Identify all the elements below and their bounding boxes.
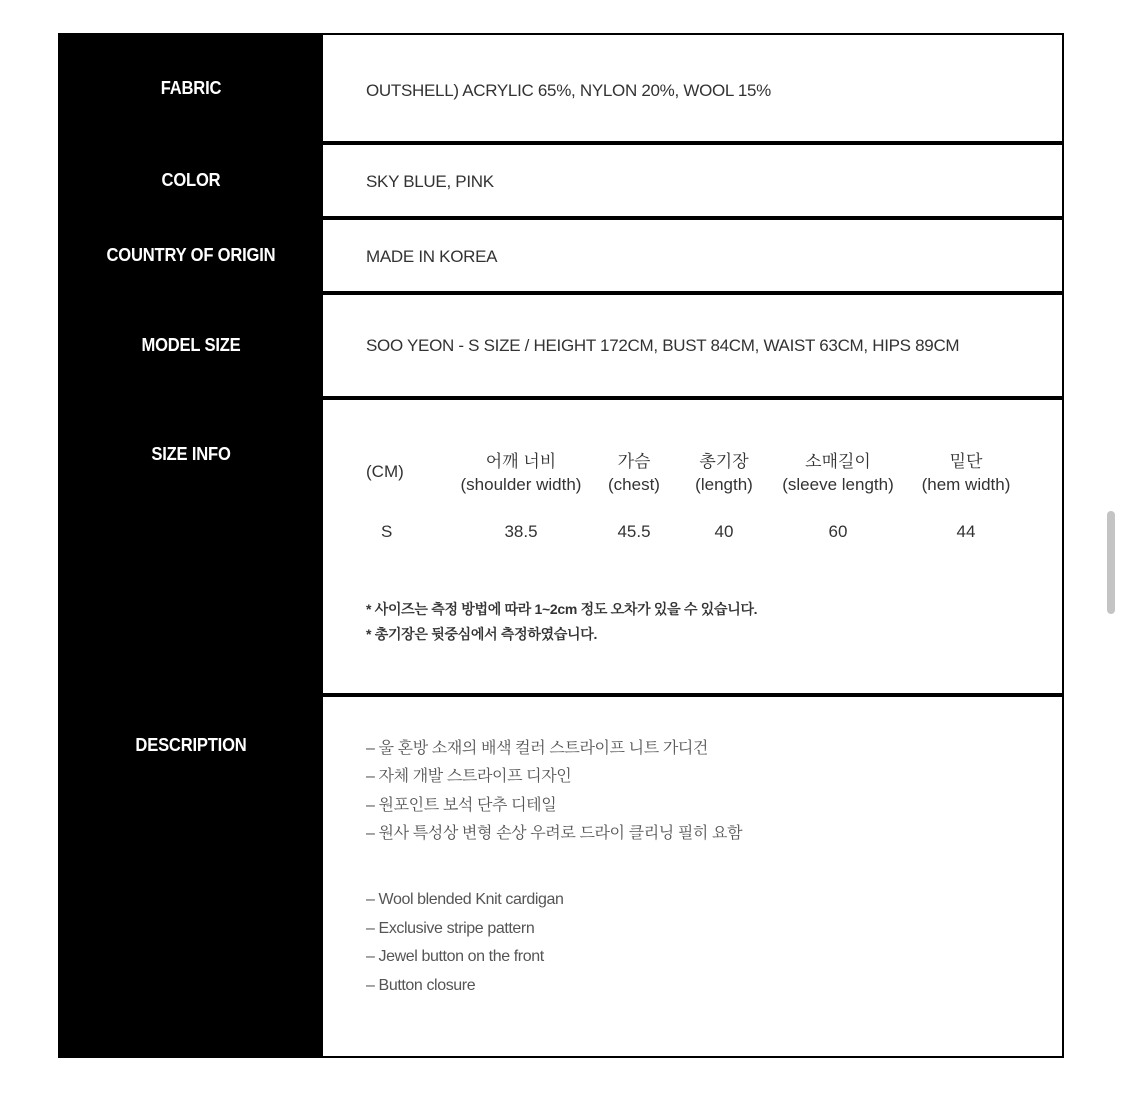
model-size-value: SOO YEON - S SIZE / HEIGHT 172CM, BUST 84CM, WAIST 63CM, HIPS 89CM [366, 336, 960, 355]
description-cell [323, 697, 1062, 1056]
product-info-table [58, 33, 1064, 1058]
sleeve-header-ko: 소매길이 [805, 452, 871, 471]
size-note: * 총기장은 뒷중심에서 측정하였습니다. [366, 626, 598, 642]
size-unit-header: (CM) [366, 462, 404, 481]
length-header-en: (length) [695, 475, 753, 494]
sleeve-header-en: (sleeve length) [782, 475, 894, 494]
description-line-en: – Exclusive stripe pattern [366, 920, 535, 937]
size-note: * 사이즈는 측정 방법에 따라 1~2cm 정도 오차가 있을 수 있습니다. [366, 601, 758, 617]
fabric-value: OUTSHELL) ACRYLIC 65%, NYLON 20%, WOOL 15% [366, 81, 771, 100]
fabric-row [58, 33, 1064, 143]
description-line-ko: – 원사 특성상 변형 손상 우려로 드라이 클리닝 필히 요함 [366, 825, 743, 842]
chest-header-en: (chest) [608, 475, 660, 494]
hem-header [913, 450, 1019, 496]
description-label: DESCRIPTION [135, 735, 247, 755]
color-label: COLOR [161, 170, 221, 190]
description-line-ko: – 울 혼방 소재의 배색 컬러 스트라이프 니트 가디건 [366, 740, 708, 757]
hem-header-ko: 밑단 [949, 452, 983, 471]
chest-header [597, 450, 671, 496]
origin-row [58, 218, 1064, 293]
model-size-label: MODEL SIZE [141, 335, 241, 355]
sleeve-value: 60 [828, 522, 848, 541]
fabric-cell [323, 35, 1062, 141]
color-value: SKY BLUE, PINK [366, 172, 494, 191]
color-cell [323, 145, 1062, 216]
size-info-label: SIZE INFO [151, 444, 231, 464]
shoulder-value: 38.5 [504, 522, 538, 541]
size-info-row [58, 398, 1064, 695]
origin-label: COUNTRY OF ORIGIN [106, 245, 276, 265]
fabric-label: FABRIC [160, 77, 222, 98]
shoulder-header [453, 450, 589, 496]
description-line-ko: – 자체 개발 스트라이프 디자인 [366, 768, 572, 785]
description-row [58, 695, 1064, 1058]
model-size-row [58, 293, 1064, 398]
description-line-en: – Wool blended Knit cardigan [366, 891, 564, 908]
length-header-ko: 총기장 [699, 452, 749, 471]
hem-value: 44 [956, 522, 976, 541]
color-row [58, 143, 1064, 218]
size-name-cell: S [381, 522, 393, 541]
size-info-cell [323, 400, 1062, 693]
description-line-ko: – 원포인트 보석 단추 디테일 [366, 797, 557, 814]
length-header [686, 450, 762, 496]
description-line-en: – Jewel button on the front [366, 948, 544, 965]
chest-header-ko: 가슴 [617, 452, 651, 471]
scrollbar-thumb[interactable] [1107, 511, 1115, 614]
origin-cell [323, 220, 1062, 291]
description-line-en: – Button closure [366, 977, 476, 994]
model-size-cell [323, 295, 1062, 396]
origin-value: MADE IN KOREA [366, 247, 498, 266]
sleeve-header [775, 450, 901, 496]
length-value: 40 [714, 522, 734, 541]
shoulder-header-ko: 어깨 너비 [485, 452, 557, 471]
hem-header-en: (hem width) [921, 475, 1011, 494]
chest-value: 45.5 [617, 522, 651, 541]
shoulder-header-en: (shoulder width) [460, 475, 582, 494]
